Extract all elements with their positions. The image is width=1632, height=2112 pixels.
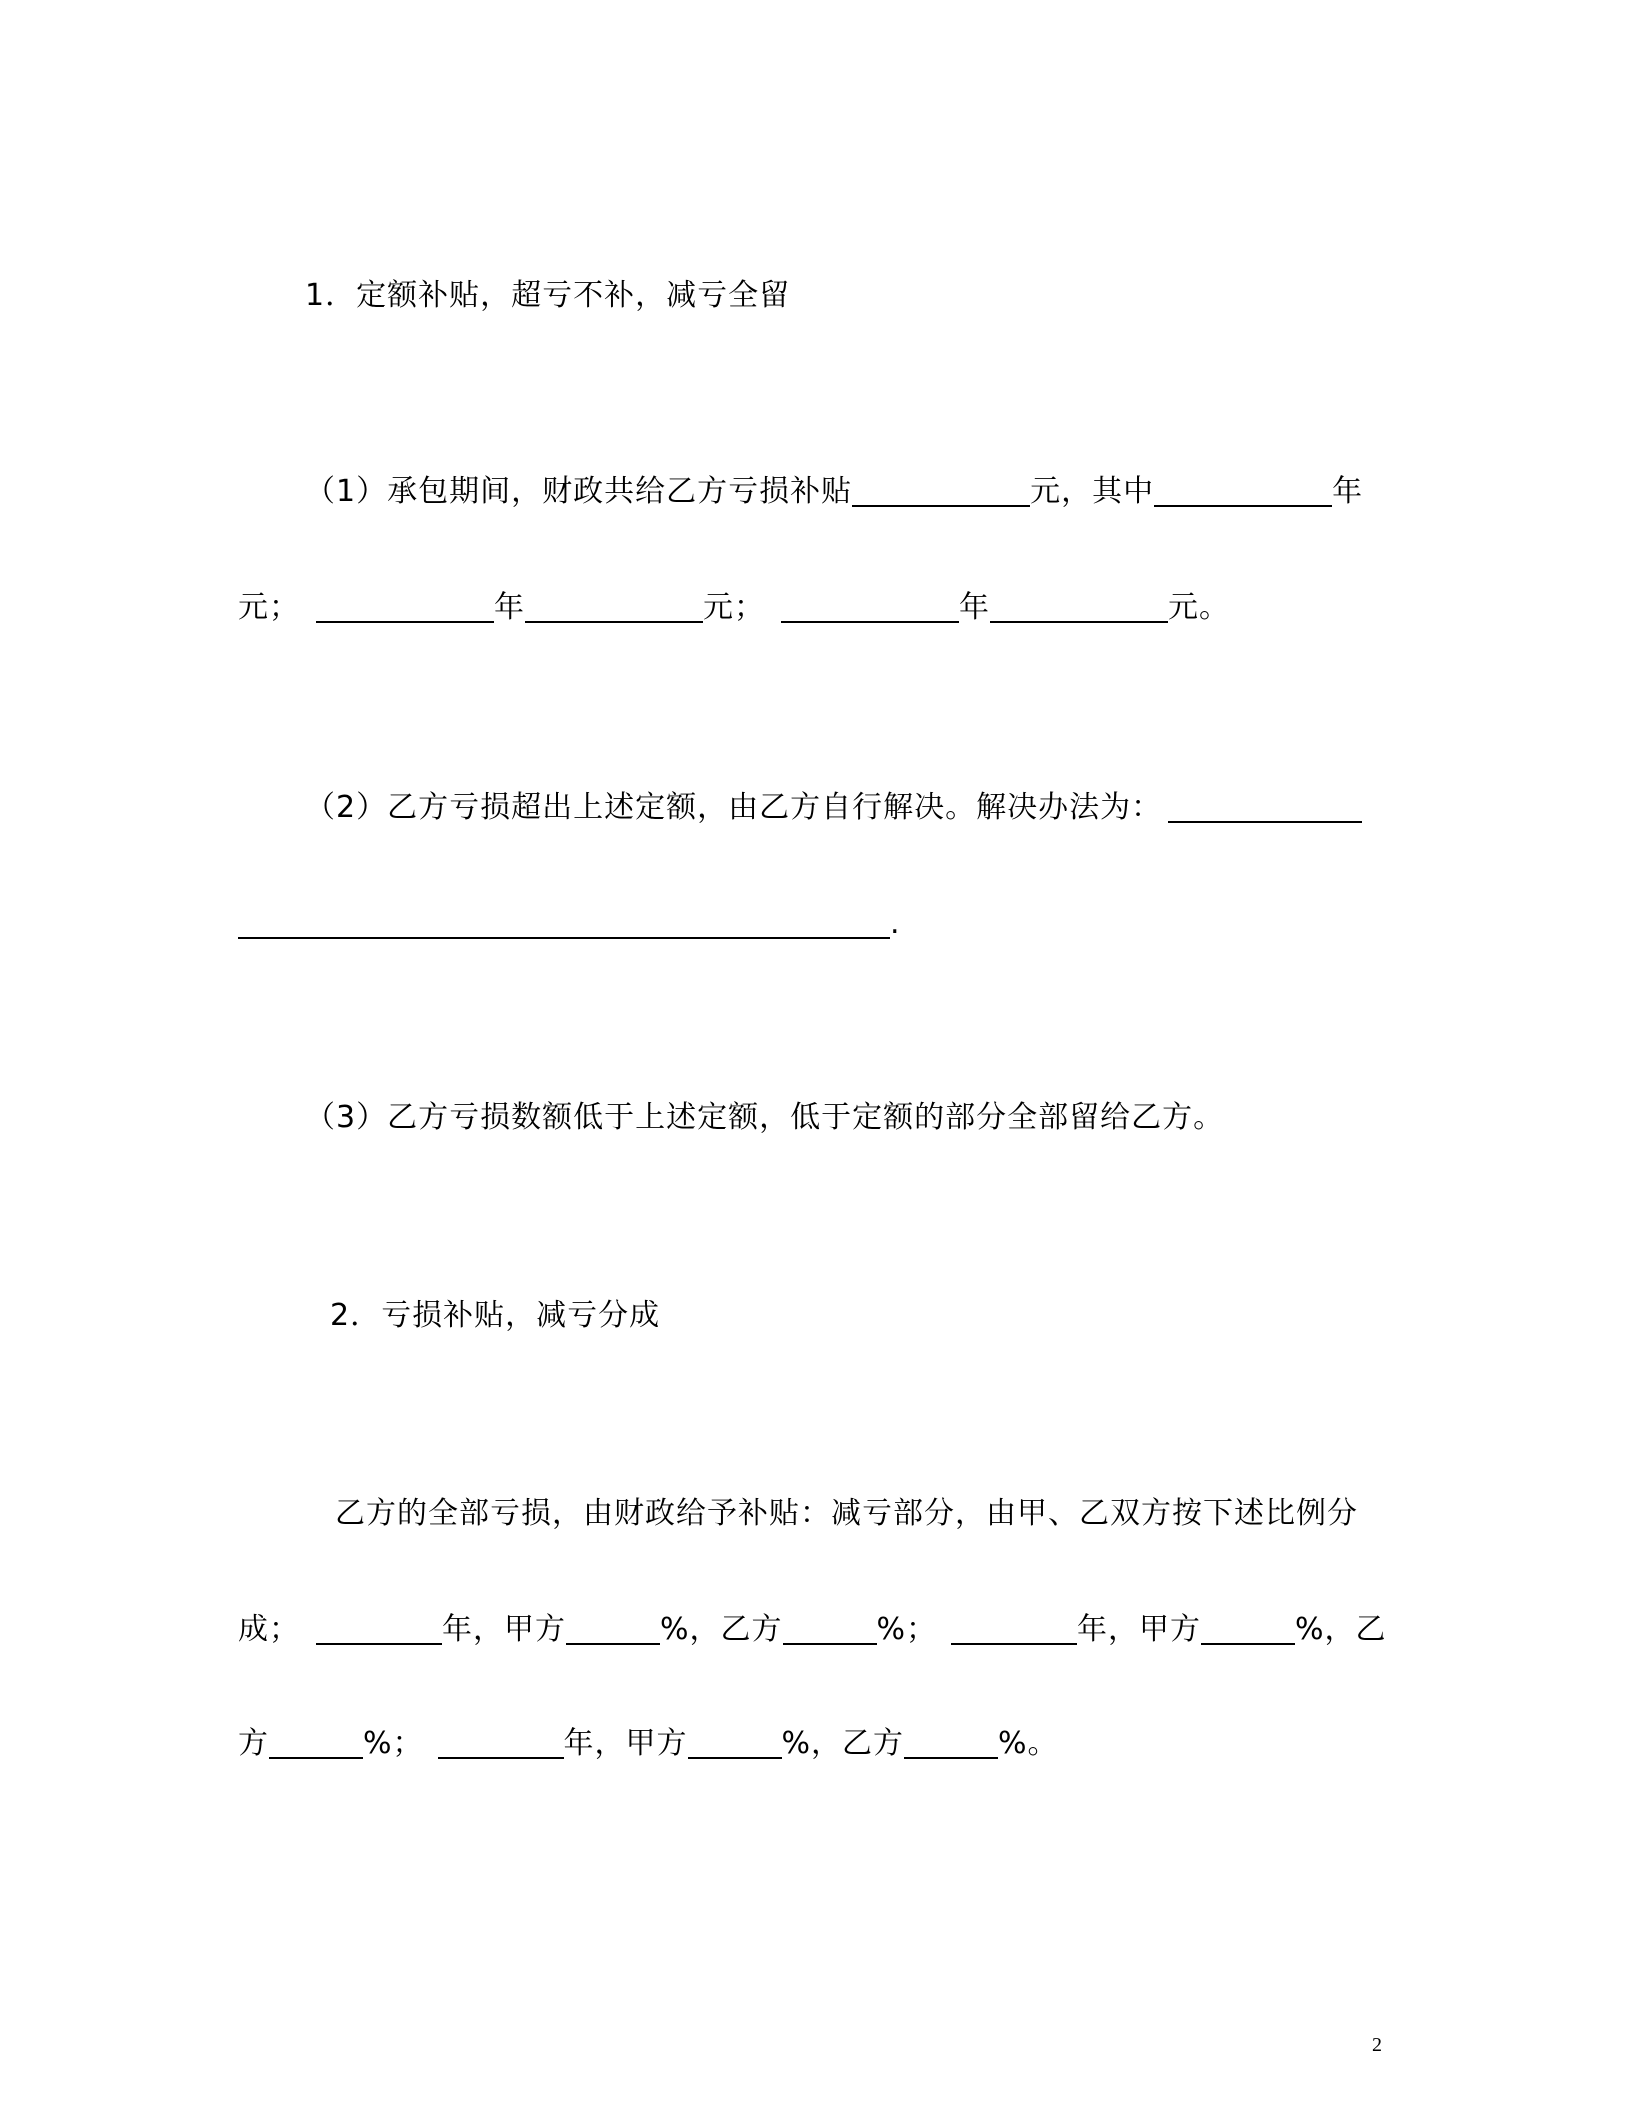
blank-yi-pct-a[interactable] (783, 1613, 877, 1645)
clause-1-text-yuan: 元，其中 (1030, 474, 1155, 509)
text-yuan-end: 元。 (1168, 590, 1230, 625)
clause-1-line-1 (305, 472, 1363, 512)
text-pct-semi: %； (876, 1612, 938, 1647)
blank-jia-pct-a[interactable] (566, 1613, 660, 1645)
text-yuan: 元； (238, 590, 300, 625)
period: . (890, 906, 901, 941)
blank-year-a[interactable] (316, 1613, 442, 1645)
clause-3-text: （3）乙方亏损数额低于上述定额，低于定额的部分全部留给乙方。 (305, 1100, 1225, 1135)
clause-2-text: （2）乙方亏损超出上述定额，由乙方自行解决。解决办法为： (305, 790, 1163, 825)
blank-amount-2[interactable] (525, 591, 703, 623)
text-pct-end: %。 (998, 1726, 1059, 1761)
blank-jia-pct-c[interactable] (688, 1727, 782, 1759)
text-pct-yi: %，乙方 (660, 1612, 783, 1647)
section-1-heading (305, 276, 790, 316)
blank-jia-pct-b[interactable] (1201, 1613, 1295, 1645)
text-pct-yi: %，乙 (1295, 1612, 1387, 1647)
section-1-heading-text: 1．定额补贴，超亏不补，减亏全留 (305, 278, 791, 313)
text-fang: 方 (238, 1726, 269, 1761)
clause-1-text: （1）承包期间，财政共给乙方亏损补贴 (305, 474, 853, 509)
blank-total-subsidy[interactable] (852, 475, 1030, 507)
blank-year-b[interactable] (951, 1613, 1077, 1645)
clause-2-line-1 (305, 788, 1362, 828)
text-cheng: 成； (238, 1612, 300, 1647)
blank-year-3[interactable] (781, 591, 959, 623)
text-year-jia: 年，甲方 (563, 1726, 688, 1761)
text-pct-semi: %； (363, 1726, 424, 1761)
blank-solution-1[interactable] (1168, 791, 1362, 823)
section-2-para-text: 乙方的全部亏损，由财政给予补贴：减亏部分，由甲、乙双方按下述比例分 (335, 1496, 1358, 1531)
section-2-heading (330, 1296, 660, 1336)
clause-3 (305, 1098, 1224, 1138)
text-year: 年 (494, 590, 525, 625)
blank-yi-pct-b[interactable] (269, 1727, 363, 1759)
clause-1-text-year: 年 (1332, 474, 1364, 509)
text-year-jia: 年，甲方 (1077, 1612, 1202, 1647)
blank-yi-pct-c[interactable] (904, 1727, 998, 1759)
text-year: 年 (959, 590, 990, 625)
text-year-jia: 年，甲方 (442, 1612, 566, 1647)
blank-solution-2[interactable] (238, 907, 890, 939)
section-2-para-line-1 (335, 1494, 1358, 1534)
text-pct-yi: %，乙方 (781, 1726, 905, 1761)
clause-2-line-2 (238, 904, 901, 944)
text-yuan: 元； (703, 590, 765, 625)
blank-year-2[interactable] (316, 591, 494, 623)
section-2-para-line-2 (238, 1610, 1387, 1650)
page-number: 2 (1372, 2034, 1382, 2056)
blank-year-c[interactable] (438, 1727, 564, 1759)
blank-year-1[interactable] (1154, 475, 1332, 507)
clause-1-line-2 (238, 588, 1230, 628)
blank-amount-3[interactable] (990, 591, 1168, 623)
section-2-heading-text: 2．亏损补贴，减亏分成 (330, 1298, 661, 1333)
section-2-para-line-3 (238, 1724, 1059, 1764)
